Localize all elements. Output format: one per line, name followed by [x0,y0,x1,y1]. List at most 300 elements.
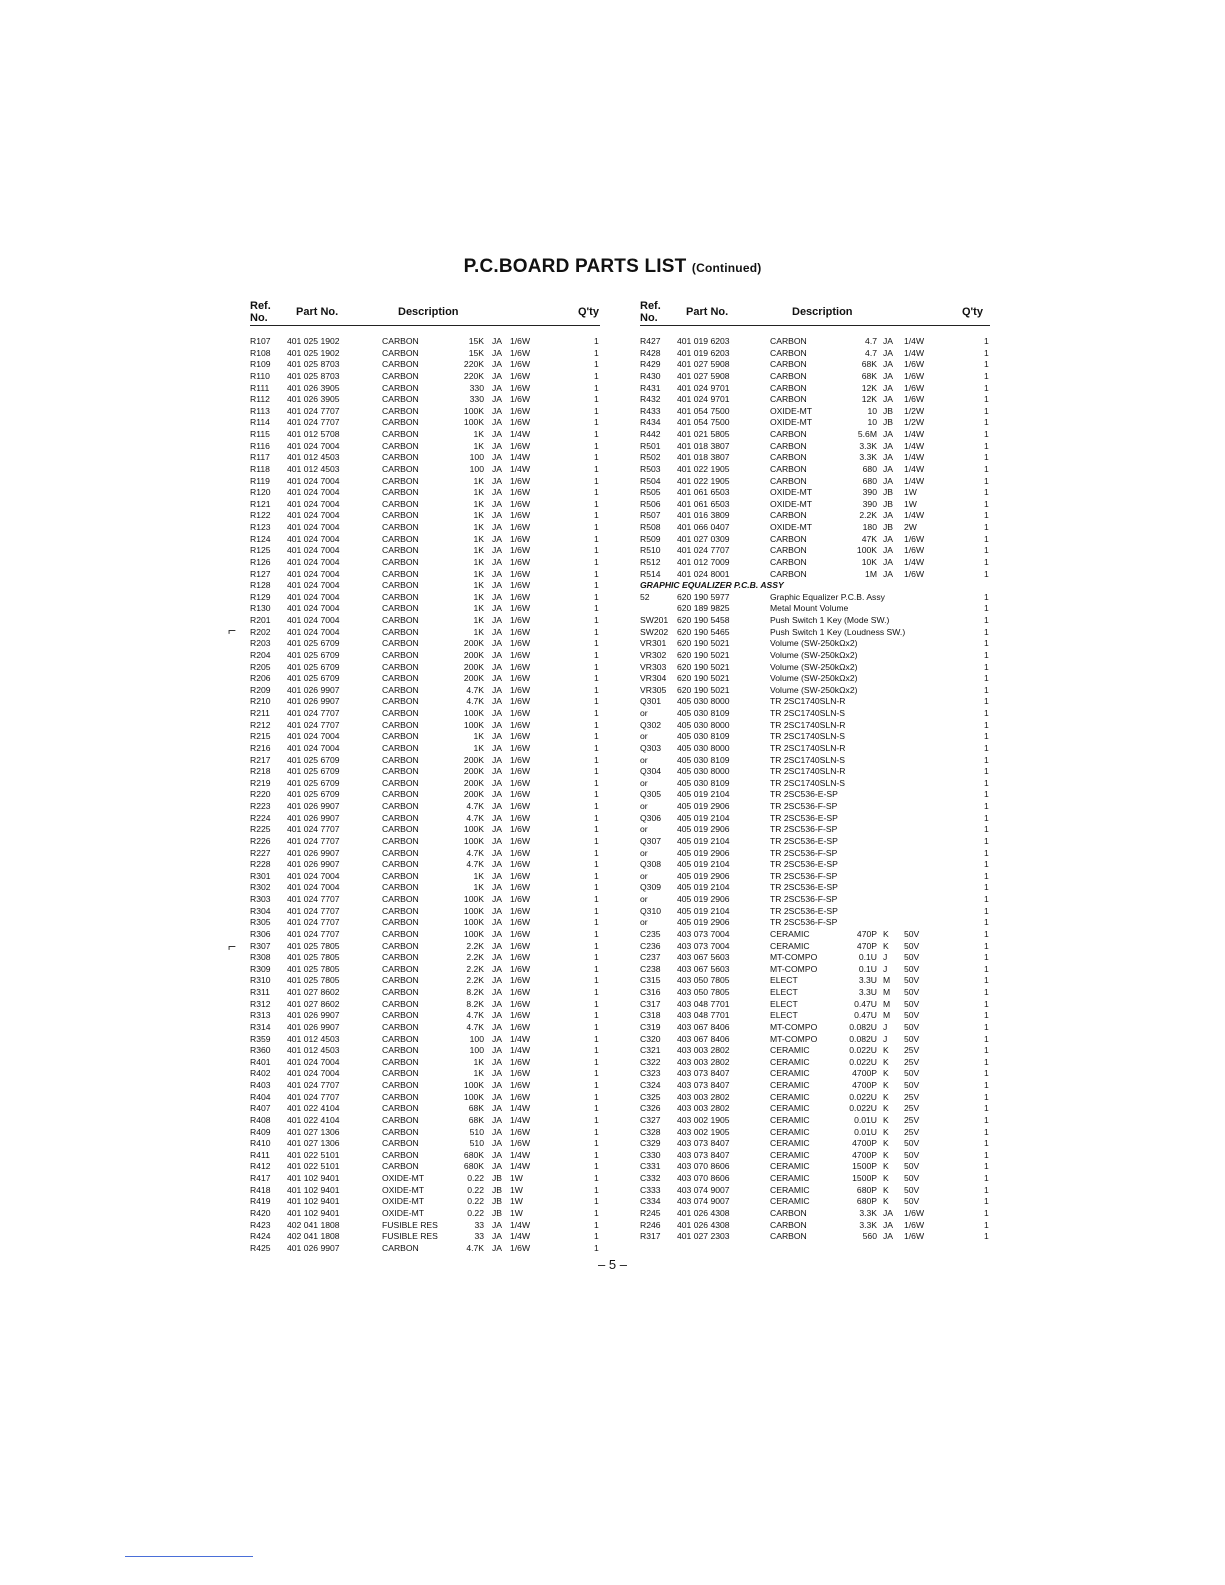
value-cell: 100K [463,708,484,718]
ref-cell: R509 [640,533,661,544]
tolerance-cell: JA [492,475,503,486]
qty-cell: 1 [594,661,599,672]
table-row [250,371,600,383]
description-cell: CARBON [382,975,419,986]
part-no-cell: 401 102 9401 [287,1173,340,1183]
tolerance-cell: JA [492,742,503,753]
qty-cell: 1 [594,510,599,521]
left-parts-table [250,336,600,1254]
part-no-cell: 401 024 7004 [287,626,340,637]
description-cell: OXIDE-MT [382,1184,425,1195]
part-no-cell: 403 003 2802 [677,1091,730,1102]
part-no-cell: 405 019 2104 [677,905,730,916]
qty-cell: 1 [594,1138,599,1149]
ref-cell: R114 [250,417,270,428]
ref-cell: R409 [250,1126,271,1137]
table-row [250,848,600,860]
description-cell: CARBON [770,475,807,486]
qty-cell: 1 [594,440,599,451]
qty-cell: 1 [594,498,599,509]
part-no-cell: 620 190 5465 [677,626,730,637]
part-no-cell: 401 024 7707 [287,708,340,718]
tolerance-cell: K [883,1103,889,1114]
rating-cell: 1/6W [510,487,531,498]
qty-cell: 1 [984,382,989,393]
margin-mark: ⌐ [228,622,237,638]
ref-cell: C326 [640,1103,661,1114]
ref-cell: Q306 [640,812,662,823]
rating-cell: 1/6W [510,882,531,893]
tolerance-cell: JA [883,370,894,381]
description-cell: CARBON [382,1010,419,1021]
description-cell: CARBON [382,1091,419,1102]
table-row [640,1092,990,1104]
rating-cell: 1/6W [510,394,531,405]
ref-cell: R302 [250,882,271,893]
description-cell: CARBON [382,824,419,835]
rating-cell: 1/6W [904,545,925,556]
value-cell: 100K [463,905,484,916]
table-row [250,476,600,488]
tolerance-cell: JA [492,789,503,800]
ref-cell: C238 [640,963,661,974]
rating-cell: 1/4W [510,1231,531,1242]
table-row [640,557,990,569]
ref-cell: R216 [250,742,271,753]
value-cell: 470P [856,928,877,939]
tolerance-cell: JA [492,487,503,498]
rating-cell: 50V [904,1033,920,1044]
part-no-cell: 403 073 8407 [677,1138,730,1149]
ref-cell: C321 [640,1045,661,1056]
value-cell: 0.01U [854,1114,877,1125]
rating-cell: 1/6W [510,556,531,567]
part-no-cell: 401 024 7707 [287,928,340,939]
table-row [250,975,600,987]
tolerance-cell: JA [492,1138,503,1149]
description-cell: CARBON [382,1161,419,1172]
tolerance-cell: JA [883,429,894,439]
part-no-cell: 401 022 1905 [677,475,730,486]
part-no-cell: 401 025 6709 [287,673,340,684]
part-no-cell: 405 030 8000 [677,742,730,753]
table-row [640,941,990,953]
description-cell: OXIDE-MT [382,1196,425,1207]
description-cell: CARBON [382,905,419,916]
part-no-cell: 401 024 7707 [287,1080,340,1090]
description-cell: CARBON [382,812,419,823]
table-row [640,429,990,441]
rating-cell: 1/6W [510,1080,531,1090]
table-row [250,964,600,976]
description-cell: ELECT [770,1010,798,1021]
part-no-cell: 401 024 7004 [287,498,340,509]
value-cell: 3.3K [859,452,877,463]
qty-cell: 1 [984,440,989,451]
description-cell: CARBON [382,661,419,672]
rating-cell: 1/4W [904,475,925,486]
part-no-cell: 401 025 7805 [287,940,340,951]
part-no-cell: 401 019 6203 [677,336,730,346]
part-no-cell: 403 002 1905 [677,1126,730,1137]
table-row [250,1243,600,1255]
part-no-cell: 401 027 1306 [287,1138,340,1149]
part-no-cell: 403 003 2802 [677,1056,730,1067]
ref-cell: R317 [640,1231,661,1242]
description-cell: CARBON [770,1207,807,1218]
table-row [250,1208,600,1220]
value-cell: 100K [463,928,484,939]
part-no-cell: 401 025 7805 [287,963,340,974]
value-cell: 1K [473,742,484,753]
table-row [250,1185,600,1197]
ref-cell: R404 [250,1091,271,1102]
value-cell: 0.22 [467,1173,484,1183]
rating-cell: 1/6W [510,1068,531,1079]
value-cell: 100K [463,1091,484,1102]
table-row [250,464,600,476]
part-no-cell: 401 018 3807 [677,452,730,463]
ref-cell: R407 [250,1103,271,1114]
header-part-no: Part No. [296,306,339,318]
qty-cell: 1 [984,754,989,765]
qty-cell: 1 [594,963,599,974]
part-no-cell: 401 024 7004 [287,731,340,742]
tolerance-cell: JB [492,1196,503,1207]
tolerance-cell: JA [492,975,503,986]
part-no-cell: 401 026 9907 [287,847,340,858]
rating-cell: 1/6W [510,975,531,986]
ref-cell: R212 [250,719,271,730]
tolerance-cell: JA [492,1103,503,1114]
part-no-cell: 401 024 7707 [287,835,340,846]
ref-cell: R311 [250,987,270,997]
ref-cell: R303 [250,894,271,904]
ref-cell: C319 [640,1021,661,1032]
table-row [250,429,600,441]
table-row [250,1045,600,1057]
rating-cell: 1/6W [510,754,531,765]
value-cell: 3.3U [858,975,877,986]
tolerance-cell: JA [492,812,503,823]
rating-cell: 1/4W [904,347,925,358]
description-cell: CARBON [770,533,807,544]
ref-cell: R401 [250,1056,271,1067]
description-cell: CARBON [382,777,419,788]
table-row [250,1080,600,1092]
description-cell: CARBON [382,719,419,730]
description-cell: CARBON [382,894,419,904]
qty-cell: 1 [594,1045,599,1056]
value-cell: 12K [861,394,877,405]
part-no-cell: 401 025 1902 [287,347,340,358]
description-cell: CARBON [382,766,419,777]
description-cell: CARBON [382,1114,419,1125]
description-cell: CERAMIC [770,1068,810,1079]
qty-cell: 1 [594,812,599,823]
description-cell: CARBON [382,1068,419,1079]
table-row [640,1080,990,1092]
rating-cell: 1/6W [510,475,531,486]
value-cell: 1K [473,429,484,439]
table-row [640,452,990,464]
table-row [250,394,600,406]
rating-cell: 50V [904,1068,920,1079]
value-cell: 1K [473,498,484,509]
ref-cell: R215 [250,731,271,742]
tolerance-cell: JA [883,1219,894,1230]
rating-cell: 1/6W [510,522,531,532]
rating-cell: 1/6W [510,766,531,777]
table-row [640,929,990,941]
description-cell: CARBON [382,882,419,893]
tolerance-cell: JA [883,394,894,405]
rating-cell: 1/6W [510,498,531,509]
part-no-cell: 401 024 7004 [287,742,340,753]
rating-cell: 50V [904,1021,920,1032]
description-cell: CARBON [770,545,807,556]
ref-cell: R504 [640,475,661,486]
description-cell: CARBON [382,940,419,951]
tolerance-cell: JA [492,684,503,695]
ref-cell: R419 [250,1196,271,1207]
table-row [250,1138,600,1150]
ref-cell: or [640,754,648,765]
qty-cell: 1 [984,1056,989,1067]
ref-cell: C331 [640,1161,661,1172]
tolerance-cell: JA [492,870,503,881]
rating-cell: 1/6W [510,1242,531,1253]
table-row [250,615,600,627]
qty-cell: 1 [984,370,989,381]
rating-cell: 1/6W [510,545,531,556]
rating-cell: 1/6W [510,1010,531,1021]
description-cell: MT-COMPO [770,1021,818,1032]
description-cell: CARBON [382,998,419,1009]
table-row [640,638,990,650]
description-cell: TR 2SC536-F-SP [770,894,838,904]
rating-cell: 1/4W [510,1045,531,1056]
value-cell: 3.3K [859,1219,877,1230]
part-no-cell: 401 024 7707 [287,719,340,730]
rating-cell: 1/4W [904,556,925,567]
tolerance-cell: JA [492,405,503,416]
part-no-cell: 403 074 9007 [677,1184,730,1195]
rating-cell: 1/4W [510,429,531,439]
part-no-cell: 401 066 0407 [677,522,730,532]
part-no-cell: 405 019 2906 [677,801,730,811]
rating-cell: 1/6W [510,1126,531,1137]
description-cell: CARBON [382,568,419,579]
part-no-cell: 620 190 5021 [677,649,730,660]
rating-cell: 1/6W [510,963,531,974]
part-no-cell: 401 025 8703 [287,370,340,381]
value-cell: 1500P [852,1161,877,1172]
ref-cell: Q309 [640,882,662,893]
rating-cell: 1/6W [904,568,925,579]
part-no-cell: 401 026 9907 [287,859,340,870]
tolerance-cell: JA [492,1033,503,1044]
part-no-cell: 401 024 7004 [287,510,340,521]
qty-cell: 1 [594,998,599,1009]
table-row [640,673,990,685]
description-cell: CARBON [382,754,419,765]
part-no-cell: 403 003 2802 [677,1103,730,1114]
ref-cell: R203 [250,638,271,649]
part-no-cell: 401 025 7805 [287,952,340,963]
value-cell: 680 [862,463,877,474]
description-cell: CERAMIC [770,1056,810,1067]
table-row [250,627,600,639]
description-cell: CERAMIC [770,1184,810,1195]
value-cell: 3.3K [859,1207,877,1218]
qty-cell: 1 [594,405,599,416]
table-row [250,1092,600,1104]
rating-cell: 25V [904,1056,920,1067]
rating-cell: 1/6W [510,824,531,835]
ref-cell: R218 [250,766,271,777]
qty-cell: 1 [594,824,599,835]
qty-cell: 1 [984,1149,989,1160]
tolerance-cell: K [883,928,889,939]
rating-cell: 50V [904,1149,920,1160]
description-cell: CARBON [382,545,419,556]
description-cell: CARBON [770,452,807,463]
table-row [250,1068,600,1080]
table-row [640,336,990,348]
rating-cell: 1/6W [510,835,531,846]
description-cell: CERAMIC [770,1161,810,1172]
qty-cell: 1 [984,359,989,370]
page-number: – 5 – [598,1257,627,1272]
tolerance-cell: JA [492,615,503,625]
value-cell: 4.7K [466,696,484,707]
table-row [250,906,600,918]
qty-cell: 1 [984,742,989,753]
rating-cell: 1/4W [904,336,925,346]
value-cell: 680K [463,1149,484,1160]
rating-cell: 1/6W [510,894,531,904]
qty-cell: 1 [594,638,599,649]
qty-cell: 1 [984,975,989,986]
part-no-cell: 620 190 5458 [677,615,730,625]
qty-cell: 1 [984,766,989,777]
table-row [250,1022,600,1034]
value-cell: 390 [862,487,877,498]
table-row [250,1220,600,1232]
qty-cell: 1 [984,847,989,858]
qty-cell: 1 [594,1033,599,1044]
ref-cell: VR305 [640,684,667,695]
description-cell: CARBON [770,1219,807,1230]
value-cell: 4700P [852,1138,877,1149]
ref-cell: R301 [250,870,271,881]
ref-cell: R310 [250,975,271,986]
right-table-header [640,300,990,336]
value-cell: 0.22 [467,1184,484,1195]
part-no-cell: 401 026 4308 [677,1219,730,1230]
ref-cell: R123 [250,522,271,532]
tolerance-cell: JA [883,533,894,544]
ref-cell: R312 [250,998,271,1009]
table-row [640,848,990,860]
rating-cell: 1/6W [904,1219,925,1230]
part-no-cell: 401 024 7004 [287,568,340,579]
rating-cell: 1W [510,1173,523,1183]
table-row [640,1220,990,1232]
part-no-cell: 401 061 6503 [677,498,730,509]
part-no-cell: 405 019 2906 [677,847,730,858]
ref-cell: R314 [250,1021,271,1032]
ref-cell: R305 [250,917,271,928]
description-cell: CARBON [382,847,419,858]
ref-cell: C237 [640,952,661,963]
qty-cell: 1 [594,882,599,893]
table-row [250,1034,600,1046]
rating-cell: 1/6W [510,591,531,602]
value-cell: 100K [463,719,484,730]
qty-cell: 1 [984,649,989,660]
description-cell: CARBON [382,1126,419,1137]
qty-cell: 1 [594,1103,599,1114]
value-cell: 1K [473,568,484,579]
table-row [250,1115,600,1127]
part-no-cell: 403 050 7805 [677,987,730,997]
tolerance-cell: JA [883,1207,894,1218]
ref-cell: R204 [250,649,271,660]
table-row [250,836,600,848]
description-cell: TR 2SC1740SLN-R [770,696,846,707]
table-row [250,441,600,453]
qty-cell: 1 [594,1068,599,1079]
description-cell: CARBON [770,336,807,346]
qty-cell: 1 [984,475,989,486]
qty-cell: 1 [594,917,599,928]
rating-cell: 1/6W [510,347,531,358]
qty-cell: 1 [984,522,989,532]
ref-cell: Q302 [640,719,662,730]
description-cell: CARBON [770,510,807,521]
qty-cell: 1 [984,1219,989,1230]
tolerance-cell: JA [492,336,503,346]
description-cell: TR 2SC536-F-SP [770,801,838,811]
part-no-cell: 401 019 6203 [677,347,730,358]
part-no-cell: 401 021 5805 [677,429,730,439]
qty-cell: 1 [984,998,989,1009]
header-qty: Q'ty [962,306,983,318]
qty-cell: 1 [594,940,599,951]
ref-cell: C333 [640,1184,661,1195]
description-cell: CARBON [382,1056,419,1067]
description-cell: CARBON [382,359,419,370]
rating-cell: 1/6W [510,661,531,672]
qty-cell: 1 [594,754,599,765]
page-title [0,256,1225,278]
qty-cell: 1 [984,731,989,742]
part-no-cell: 401 102 9401 [287,1207,340,1218]
rating-cell: 1/6W [904,359,925,370]
ref-cell: R308 [250,952,271,963]
value-cell: 1K [473,870,484,881]
ref-cell: R111 [250,382,270,393]
ref-cell: R115 [250,429,270,439]
value-cell: 1K [473,1068,484,1079]
value-cell: 200K [463,766,484,777]
rating-cell: 50V [904,998,920,1009]
tolerance-cell: JA [492,591,503,602]
table-row [250,510,600,522]
table-row [250,952,600,964]
